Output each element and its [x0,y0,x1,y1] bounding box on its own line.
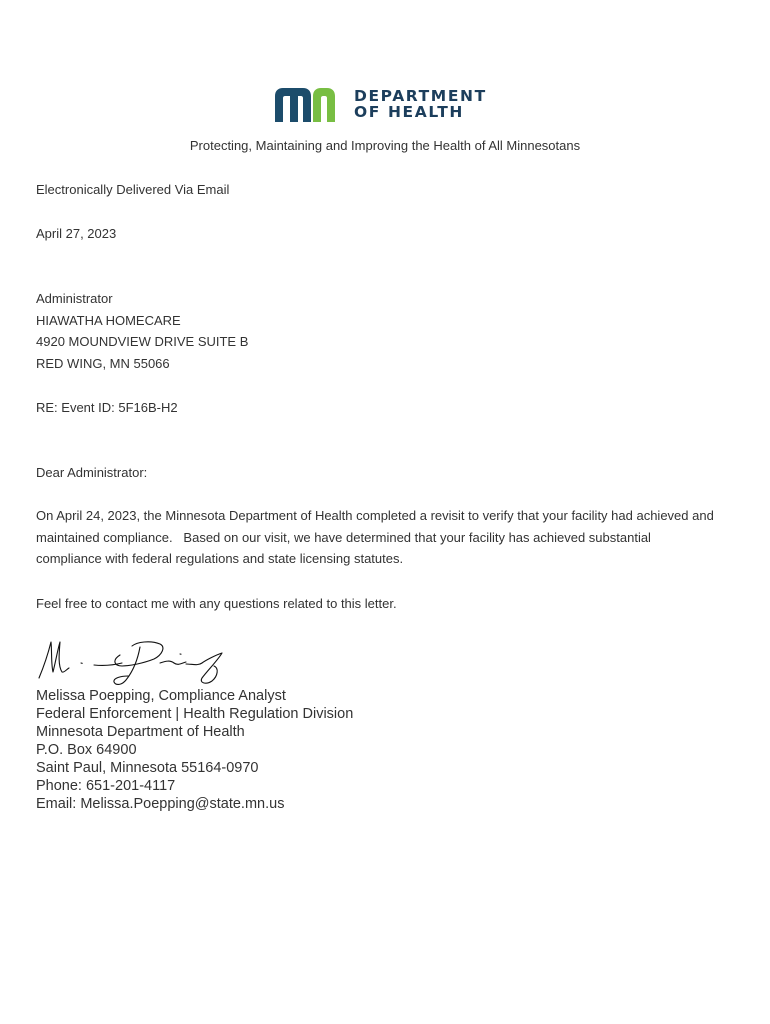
recipient-title: Administrator [36,291,113,306]
signer-division: Federal Enforcement | Health Regulation Division [36,706,354,722]
recipient-name: HIAWATHA HOMECARE [36,313,181,328]
signer-email: Email: Melissa.Poepping@state.mn.us [36,796,285,812]
tagline: Protecting, Maintaining and Improving the Health of All Minnesotans [189,138,581,153]
delivery-method: Electronically Delivered Via Email [36,182,230,197]
recipient-address-2: RED WING, MN 55066 [36,356,170,371]
salutation: Dear Administrator: [36,465,148,480]
mn-logo-icon [275,88,347,122]
handwritten-signature [36,636,228,692]
letter-date: April 27, 2023 [36,226,117,241]
signer-org: Minnesota Department of Health [36,724,245,740]
logo-line-2: OF HEALTH [354,103,464,121]
logo-line-1: DEPARTMENT [354,87,487,105]
signer-po-box: P.O. Box 64900 [36,742,137,758]
signer-city: Saint Paul, Minnesota 55164-0970 [36,760,259,776]
logo-wordmark [354,88,487,120]
recipient-address-1: 4920 MOUNDVIEW DRIVE SUITE B [36,334,249,349]
mdh-logo [275,88,485,124]
body-paragraph-1: On April 24, 2023, the Minnesota Department of Health completed a revisit to verify that your facility had achieved and maintained compliance. Based on our visit, we have determined that your facility has achieved substantial compliance with federal regulations and state licensing statutes. [36,508,718,566]
signer-phone: Phone: 651-201-4117 [36,778,176,794]
signature-block [36,687,353,813]
signer-name-title: Melissa Poepping, Compliance Analyst [36,688,286,704]
body-paragraph-2: Feel free to contact me with any questions related to this letter. [36,596,397,611]
re-line: RE: Event ID: 5F16B-H2 [36,400,178,415]
